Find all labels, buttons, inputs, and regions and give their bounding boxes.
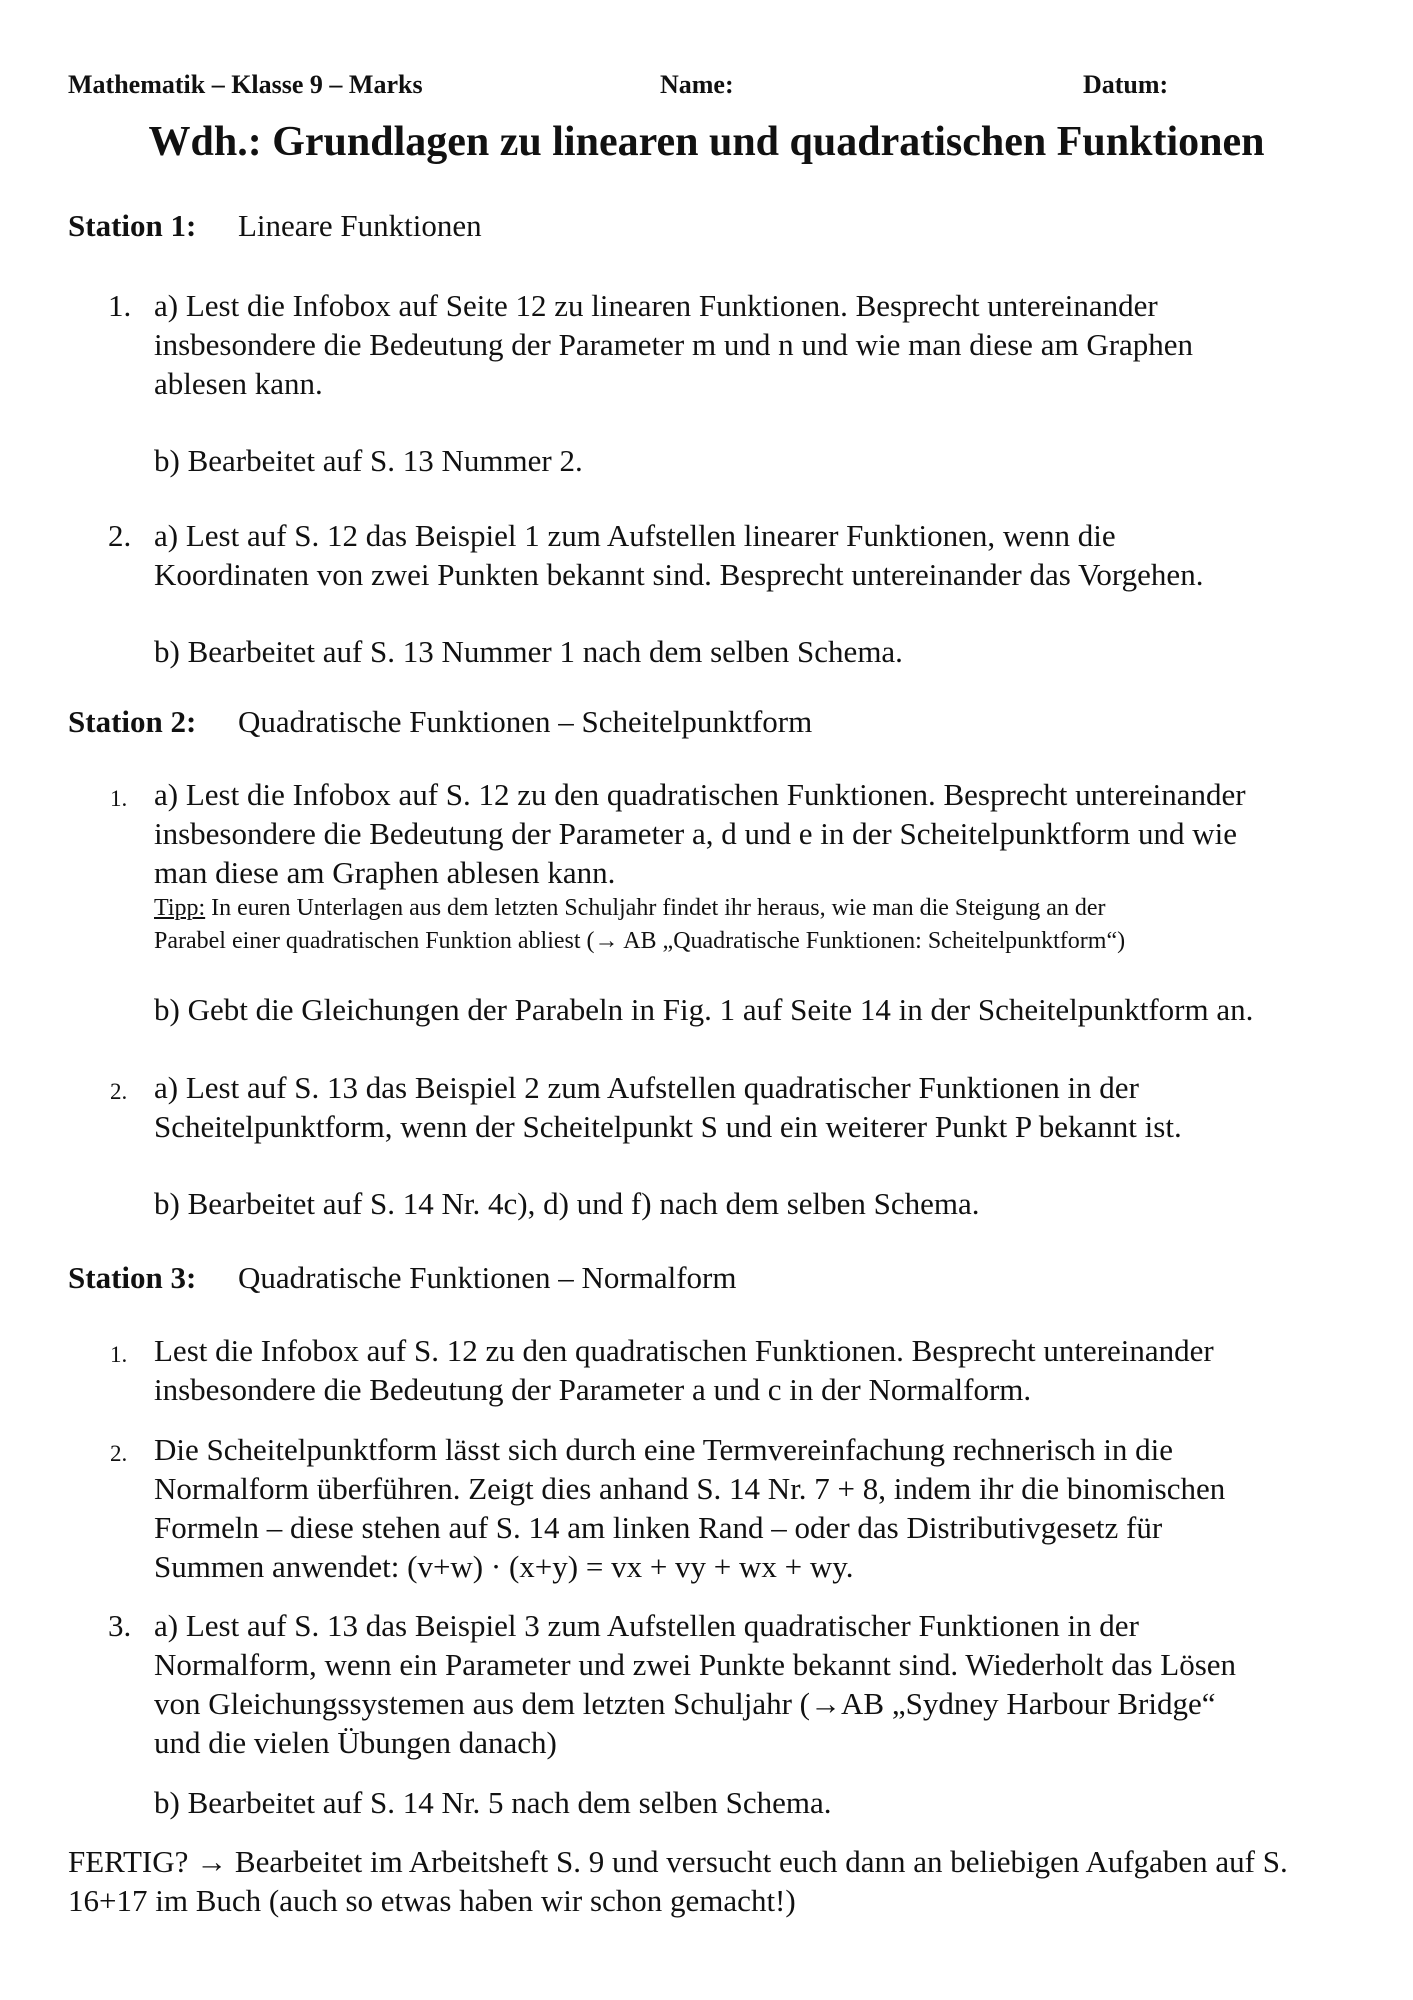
station-1-heading: [68, 208, 482, 244]
task-text: [154, 1430, 1364, 1586]
task-number: 2.: [108, 518, 132, 553]
task-number: 1.: [108, 288, 132, 323]
task-line: Lest die Infobox auf S. 12 zu den quadratischen Funktionen. Besprecht untereinander: [154, 1333, 1214, 1368]
task-number: 2.: [110, 1441, 128, 1466]
name-label: Name:: [660, 70, 734, 99]
task-text: [154, 516, 1364, 671]
task-line: Koordinaten von zwei Punkten bekannt sind. Besprecht untereinander das Vorgehen.: [154, 557, 1204, 592]
task-part-b: b) Bearbeitet auf S. 13 Nummer 2.: [154, 443, 583, 478]
station-label: Station 2:: [68, 704, 197, 739]
tip-line: Parabel einer quadratischen Funktion abliest (→ AB „Quadratische Funktionen: Scheitelpunktform“): [154, 928, 1126, 954]
course-label: Mathematik – Klasse 9 – Marks: [68, 70, 423, 99]
station-label: Station 1:: [68, 208, 197, 243]
station-topic: Quadratische Funktionen – Scheitelpunktform: [238, 704, 813, 739]
task-line: insbesondere die Bedeutung der Parameter m und n und wie man diese am Graphen: [154, 327, 1194, 362]
task-part-b: b) Bearbeitet auf S. 14 Nr. 5 nach dem selben Schema.: [154, 1785, 832, 1820]
page-title: Wdh.: Grundlagen zu linearen und quadratischen Funktionen: [148, 119, 1265, 165]
date-label: Datum:: [1083, 70, 1169, 99]
task-line: Formeln – diese stehen auf S. 14 am linken Rand – oder das Distributivgesetz für: [154, 1510, 1163, 1545]
task-line: insbesondere die Bedeutung der Parameter a und c in der Normalform.: [154, 1372, 1032, 1407]
task-line: von Gleichungssystemen aus dem letzten Schuljahr (→AB „Sydney Harbour Bridge“: [154, 1686, 1216, 1721]
footer-line: FERTIG? → Bearbeitet im Arbeitsheft S. 9 und versucht euch dann an beliebigen Aufgaben auf S.: [68, 1844, 1288, 1879]
task-part-b: b) Gebt die Gleichungen der Parabeln in Fig. 1 auf Seite 14 in der Scheitelpunktform an.: [154, 992, 1254, 1027]
task-line: man diese am Graphen ablesen kann.: [154, 855, 616, 890]
task-line: Normalform, wenn ein Parameter und zwei Punkte bekannt sind. Wiederholt das Lösen: [154, 1647, 1237, 1682]
task-part-b: b) Bearbeitet auf S. 14 Nr. 4c), d) und f) nach dem selben Schema.: [154, 1186, 980, 1221]
task-text: [154, 1606, 1364, 1822]
task-line: ablesen kann.: [154, 366, 323, 401]
task-line: a) Lest auf S. 13 das Beispiel 2 zum Aufstellen quadratischer Funktionen in der: [154, 1070, 1139, 1105]
task-part-b: b) Bearbeitet auf S. 13 Nummer 1 nach dem selben Schema.: [154, 634, 903, 669]
station-3-heading: [68, 1260, 736, 1296]
task-line: Normalform überführen. Zeigt dies anhand S. 14 Nr. 7 + 8, indem ihr die binomischen: [154, 1471, 1226, 1506]
task-number: 1.: [110, 1342, 128, 1367]
task-number: 3.: [108, 1608, 132, 1643]
task-text: [154, 1331, 1364, 1409]
task-line: a) Lest die Infobox auf S. 12 zu den quadratischen Funktionen. Besprecht untereinander: [154, 777, 1246, 812]
task-number: 1.: [110, 786, 128, 811]
task-line: Scheitelpunktform, wenn der Scheitelpunkt S und ein weiterer Punkt P bekannt ist.: [154, 1109, 1182, 1144]
task-line: Die Scheitelpunktform lässt sich durch eine Termvereinfachung rechnerisch in die: [154, 1432, 1174, 1467]
task-line: a) Lest auf S. 12 das Beispiel 1 zum Aufstellen linearer Funktionen, wenn die: [154, 518, 1116, 553]
task-text: [154, 286, 1364, 480]
task-line: und die vielen Übungen danach): [154, 1725, 557, 1760]
task-line: a) Lest die Infobox auf Seite 12 zu linearen Funktionen. Besprecht untereinander: [154, 288, 1158, 323]
task-number: 2.: [110, 1079, 128, 1104]
task-text: [154, 775, 1364, 1029]
tip-text: In euren Unterlagen aus dem letzten Schuljahr findet ihr heraus, wie man die Steigung an der: [205, 895, 1106, 921]
station-2-heading: [68, 704, 812, 740]
station-topic: Quadratische Funktionen – Normalform: [238, 1260, 737, 1295]
tip-label: Tipp:: [154, 895, 206, 921]
tip-line: [154, 892, 1364, 925]
task-line: a) Lest auf S. 13 das Beispiel 3 zum Aufstellen quadratischer Funktionen in der: [154, 1608, 1139, 1643]
task-text: [154, 1068, 1364, 1223]
task-line: insbesondere die Bedeutung der Parameter a, d und e in der Scheitelpunktform und wie: [154, 816, 1237, 851]
station-label: Station 3:: [68, 1260, 197, 1295]
station-topic: Lineare Funktionen: [238, 208, 482, 243]
task-line: Summen anwendet: (v+w) · (x+y) = vx + vy + wx + wy.: [154, 1549, 854, 1584]
footer-line: 16+17 im Buch (auch so etwas haben wir schon gemacht!): [68, 1883, 796, 1918]
